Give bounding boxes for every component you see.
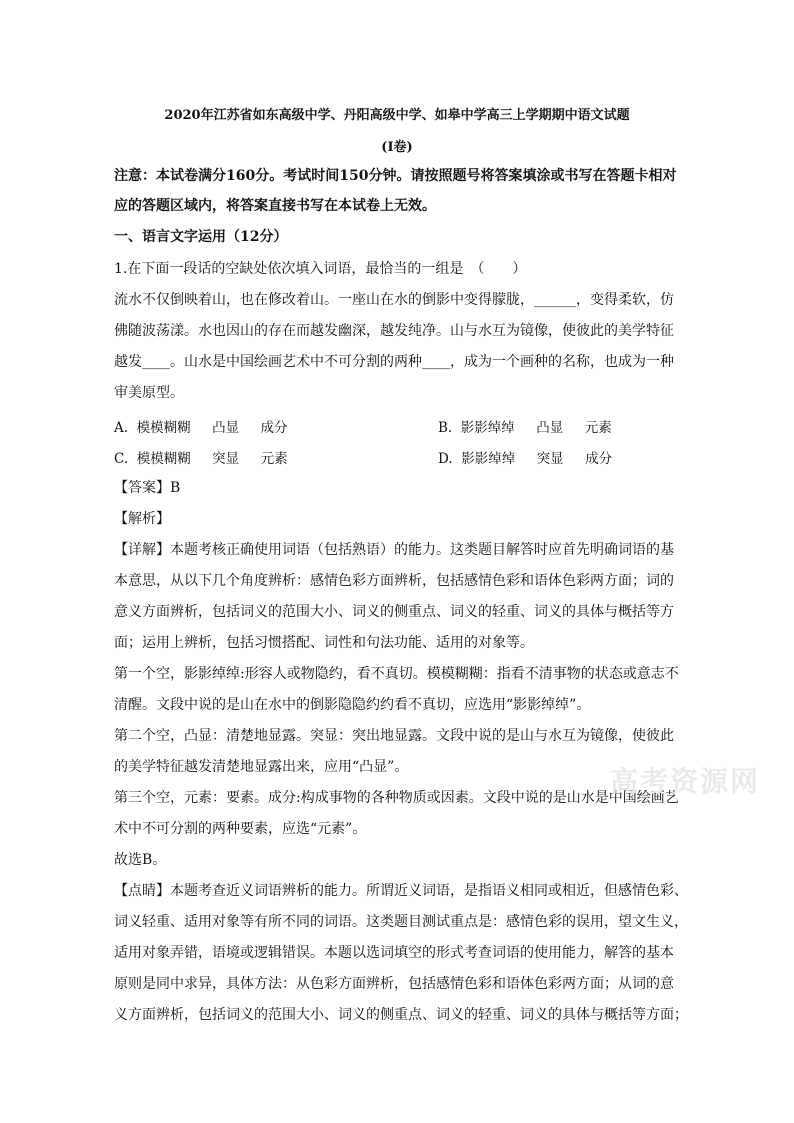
point-line: 原则是同中求异，具体方法：从色彩方面辨析，包括感情色彩和语体色彩两方面；从词的意 — [114, 976, 674, 992]
option-d: D. 影影绰绰 突显 成分 — [438, 451, 613, 467]
analysis-line: 【详解】本题考核正确使用词语（包括熟语）的能力。这类题目解答时应首先明确词语的基 — [114, 542, 674, 558]
analysis-line: 意义方面辨析，包括词义的范围大小、词义的侧重点、词义的轻重、词义的具体与概括等方 — [114, 604, 674, 620]
option-b: B. 影影绰绰 凸显 元素 — [438, 420, 612, 436]
analysis-line: 的美学特征越发清楚地显露出来，应用“凸显”。 — [114, 759, 409, 775]
question-stem: 1.在下面一段话的空缺处依次填入词语，最恰当的一组是 （ ） — [114, 261, 527, 277]
point-line: 适用对象弄错，语境或逻辑错误。本题以选词填空的形式考查词语的使用能力，解答的基本 — [114, 945, 674, 961]
passage-line: 流水不仅倒映着山，也在修改着山。一座山在水的倒影中变得朦胧，______，变得柔软，仿 — [114, 292, 674, 308]
analysis-line: 第三个空，元素：要素。成分:构成事物的各种物质或因素。文段中说的是山水是中国绘画艺 — [114, 790, 679, 806]
analysis-line: 清醒。文段中说的是山在水中的倒影隐隐约约看不真切，应选用“影影绰绰”。 — [114, 697, 591, 713]
option-c: C. 模模糊糊 突显 元素 — [114, 451, 288, 467]
answer-line: 【答案】B — [114, 480, 181, 496]
analysis-line: 面；运用上辨析，包括习惯搭配、词性和句法功能、适用的对象等。 — [114, 635, 534, 651]
point-line: 【点睛】本题考查近义词语辨析的能力。所谓近义词语，是指语义相同或相近，但感情色彩、 — [114, 883, 688, 899]
analysis-line: 本意思，从以下几个角度辨析：感情色彩方面辨析，包括感情色彩和语体色彩两方面；词的 — [114, 573, 674, 589]
passage-line: 越发____。山水是中国绘画艺术中不可分割的两种____，成为一个画种的名称，也成为一种 — [114, 354, 674, 370]
watermark: 高考资源网 — [610, 765, 761, 798]
analysis-line: 故选B。 — [114, 852, 167, 868]
option-a: A. 模模糊糊 凸显 成分 — [114, 420, 288, 436]
analysis-line: 第一个空，影影绰绰:形容人或物隐约，看不真切。模模糊糊：指看不清事物的状态或意志不 — [114, 666, 679, 682]
analysis-line: 术中不可分割的两种要素，应选“元素”。 — [114, 821, 367, 837]
document-subtitle: (I卷) — [381, 140, 413, 155]
analysis-line: 第二个空，凸显：清楚地显露。突显：突出地显露。文段中说的是山与水互为镜像，使彼此 — [114, 728, 674, 744]
section-heading: 一、语言文字运用（12分） — [114, 229, 288, 245]
point-line: 词义轻重、适用对象等有所不同的词语。这类题目测试重点是：感情色彩的误用，望文生义， — [114, 914, 688, 930]
analysis-header: 【解析】 — [114, 511, 170, 527]
passage-line: 审美原型。 — [114, 385, 184, 401]
document-title: 2020年江苏省如东高级中学、丹阳高级中学、如皋中学高三上学期期中语文试题 — [164, 108, 630, 123]
notice-line-1: 注意：本试卷满分160分。考试时间150分钟。请按照题号将答案填涂或书写在答题卡相对 — [114, 168, 677, 184]
point-line: 义方面辨析，包括词义的范围大小、词义的侧重点、词义的轻重、词义的具体与概括等方面； — [114, 1007, 688, 1023]
notice-line-2: 应的答题区域内，将答案直接书写在本试卷上无效。 — [114, 198, 436, 214]
passage-line: 佛随波荡漾。水也因山的存在而越发幽深，越发纯净。山与水互为镜像，使彼此的美学特征 — [114, 323, 674, 339]
